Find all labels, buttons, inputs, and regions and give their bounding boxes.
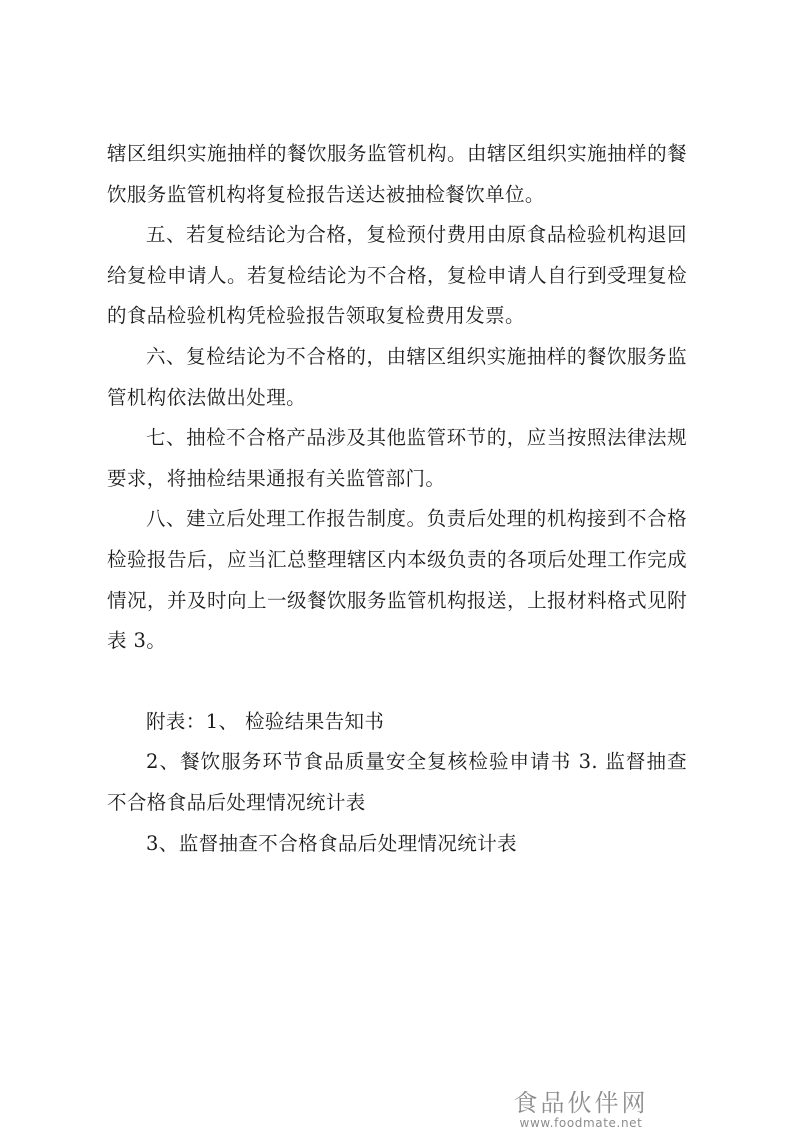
watermark-name: 食品伙伴网 [513, 1089, 649, 1117]
document-body [107, 134, 687, 864]
watermark-logo [506, 1090, 656, 1130]
watermark-url: www.foodmate.net [519, 1116, 643, 1130]
paragraph-item-8: 八、建立后处理工作报告制度。负责后处理的机构接到不合格检验报告后，应当汇总整理辖区内本级负责的各项后处理工作完成情况，并及时向上一级餐饮服务监管机构报送，上报材料格式见附表 3。 [107, 507, 687, 653]
attachment-item-3: 3、监督抽查不合格食品后处理情况统计表 [146, 831, 518, 855]
attachment-item-2: 2、餐饮服务环节食品质量安全复核检验申请书 3. 监督抽查不合格食品后处理情况统计表 [107, 750, 687, 814]
paragraph-item-6: 六、复检结论为不合格的，由辖区组织实施抽样的餐饮服务监管机构依法做出处理。 [107, 344, 687, 409]
paragraph-item-7: 七、抽检不合格产品涉及其他监管环节的，应当按照法律法规要求，将抽检结果通报有关监管部门。 [107, 426, 687, 490]
paragraph-continuation: 辖区组织实施抽样的餐饮服务监管机构。由辖区组织实施抽样的餐饮服务监管机构将复检报告送达被抽检餐饮单位。 [107, 142, 687, 206]
attachment-heading: 附表：1、 检验结果告知书 [146, 709, 385, 733]
paragraph-item-5: 五、若复检结论为合格，复检预付费用由原食品检验机构退回给复检申请人。若复检结论为不合格，复检申请人自行到受理复检的食品检验机构凭检验报告领取复检费用发票。 [107, 223, 687, 328]
paragraph-gap [107, 662, 687, 702]
